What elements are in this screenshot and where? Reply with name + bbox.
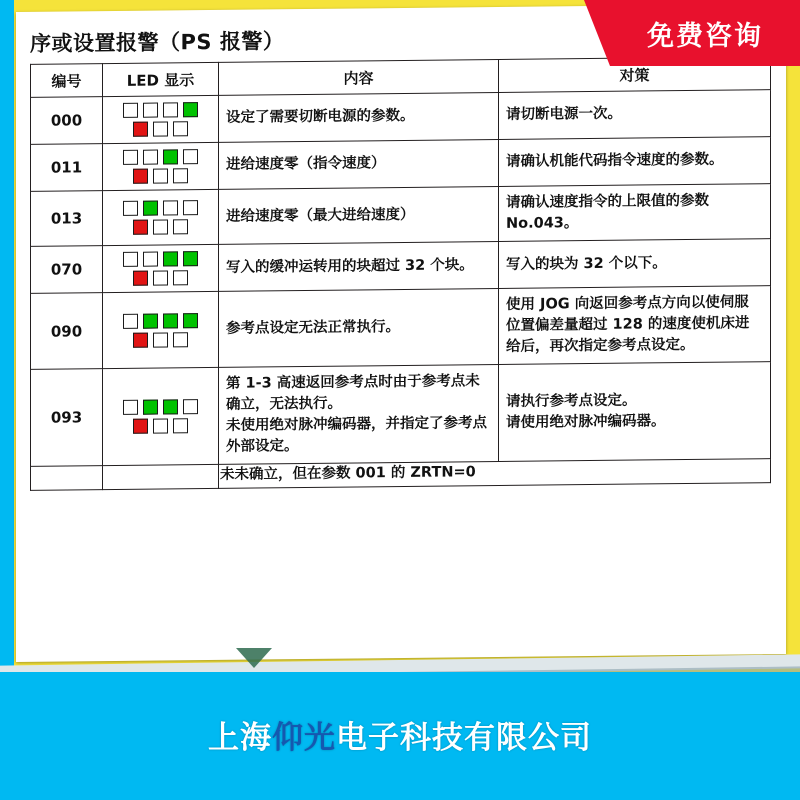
led-row xyxy=(133,168,188,184)
promo-badge[interactable] xyxy=(610,0,800,66)
led-cell xyxy=(153,332,168,347)
column-header-no: 编号 xyxy=(31,64,103,98)
alarm-action: 写入的块为 32 个以下。 xyxy=(499,239,771,289)
alarm-number: 013 xyxy=(31,191,103,247)
led-display xyxy=(103,142,219,190)
led-display xyxy=(103,465,219,490)
alarm-table xyxy=(30,56,771,491)
promo-badge-label: 免费咨询 xyxy=(647,20,763,52)
column-header-action: 对策 xyxy=(499,57,771,93)
alarm-number: 090 xyxy=(31,293,103,370)
led-row xyxy=(133,270,188,286)
led-cell xyxy=(183,149,198,164)
led-cell xyxy=(123,103,138,118)
led-row xyxy=(123,313,198,329)
led-cell xyxy=(163,149,178,164)
led-grid xyxy=(103,102,218,137)
led-cell xyxy=(133,271,148,286)
led-cell xyxy=(163,200,178,215)
led-row xyxy=(123,149,198,165)
led-cell xyxy=(173,219,188,234)
led-cell xyxy=(143,201,158,216)
led-cell xyxy=(133,122,148,137)
led-cell xyxy=(143,313,158,328)
led-cell xyxy=(183,399,198,414)
alarm-number: 070 xyxy=(31,246,103,294)
led-row xyxy=(123,102,198,118)
led-cell xyxy=(123,201,138,216)
company-suffix: 电子科技有限公司 xyxy=(336,720,592,756)
table-row xyxy=(31,239,771,294)
alarm-description: 写入的缓冲运转用的块超过 32 个块。 xyxy=(219,242,499,292)
led-cell xyxy=(173,168,188,183)
left-gutter xyxy=(0,0,14,672)
alarm-number: 000 xyxy=(31,97,103,145)
led-cell xyxy=(153,419,168,434)
led-cell xyxy=(133,220,148,235)
led-row xyxy=(133,219,188,235)
led-cell xyxy=(173,332,188,347)
alarm-action: 使用 JOG 向返回参考点方向以使伺服位置偏差量超过 128 的速度使机床进给后，再次指定参考点设定。 xyxy=(499,286,771,365)
led-cell xyxy=(123,400,138,415)
column-header-led: LED 显示 xyxy=(103,62,219,96)
alarm-description: 未未确立，但在参数 001 的 ZRTN=0 xyxy=(219,459,771,489)
led-row xyxy=(123,399,198,415)
alarm-number: 011 xyxy=(31,144,103,192)
led-grid xyxy=(103,251,218,286)
document-page xyxy=(16,4,786,662)
led-cell xyxy=(123,150,138,165)
led-cell xyxy=(133,169,148,184)
alarm-number: 093 xyxy=(31,369,103,467)
alarm-action: 请确认速度指令的上限值的参数 No.043。 xyxy=(499,184,771,242)
company-prefix: 上海 xyxy=(208,720,272,756)
led-cell xyxy=(173,418,188,433)
alarm-number xyxy=(31,466,103,491)
led-cell xyxy=(143,150,158,165)
table-row xyxy=(31,137,771,192)
table-row xyxy=(31,90,771,145)
led-row xyxy=(123,251,198,267)
led-cell xyxy=(123,313,138,328)
led-cell xyxy=(163,251,178,266)
table-row xyxy=(31,286,771,370)
led-cell xyxy=(123,252,138,267)
alarm-action: 请执行参考点设定。 请使用绝对脉冲编码器。 xyxy=(499,362,771,462)
led-cell xyxy=(133,332,148,347)
led-grid xyxy=(103,149,218,184)
led-row xyxy=(133,121,188,137)
alarm-action: 请切断电源一次。 xyxy=(499,90,771,140)
led-cell xyxy=(173,270,188,285)
corner-triangle-marker xyxy=(236,648,272,668)
led-row xyxy=(123,200,198,216)
alarm-description: 第 1-3 高速返回参考点时由于参考点未确立，无法执行。 未使用绝对脉冲编码器，并指定了参考点外部设定。 xyxy=(219,365,499,465)
table-row xyxy=(31,362,771,467)
led-grid xyxy=(103,399,218,434)
page-title: 序或设置报警（PS 报警） xyxy=(30,29,285,56)
led-row xyxy=(133,332,188,348)
alarm-description: 进给速度零（最大进给速度） xyxy=(219,186,499,244)
led-row xyxy=(133,418,188,434)
led-cell xyxy=(153,219,168,234)
led-cell xyxy=(163,399,178,414)
table-row xyxy=(31,184,771,247)
led-cell xyxy=(153,168,168,183)
led-cell xyxy=(183,313,198,328)
led-cell xyxy=(183,102,198,117)
led-cell xyxy=(163,313,178,328)
led-cell xyxy=(143,400,158,415)
led-cell xyxy=(133,419,148,434)
company-mid: 仰光 xyxy=(272,720,336,756)
led-display xyxy=(103,189,219,245)
column-header-content: 内容 xyxy=(219,59,499,95)
led-cell xyxy=(183,251,198,266)
led-cell xyxy=(173,121,188,136)
led-cell xyxy=(183,200,198,215)
led-cell xyxy=(143,103,158,118)
led-cell xyxy=(153,121,168,136)
led-grid xyxy=(103,312,218,347)
led-cell xyxy=(143,252,158,267)
led-cell xyxy=(163,102,178,117)
led-grid xyxy=(103,200,218,235)
alarm-action: 请确认机能代码指令速度的参数。 xyxy=(499,137,771,187)
led-display xyxy=(103,95,219,143)
led-display xyxy=(103,291,219,368)
alarm-description: 参考点设定无法正常执行。 xyxy=(219,289,499,368)
led-display xyxy=(103,367,219,465)
led-cell xyxy=(153,270,168,285)
led-display xyxy=(103,244,219,292)
alarm-description: 进给速度零（指令速度） xyxy=(219,139,499,189)
company-watermark xyxy=(0,712,800,757)
alarm-description: 设定了需要切断电源的参数。 xyxy=(219,92,499,142)
